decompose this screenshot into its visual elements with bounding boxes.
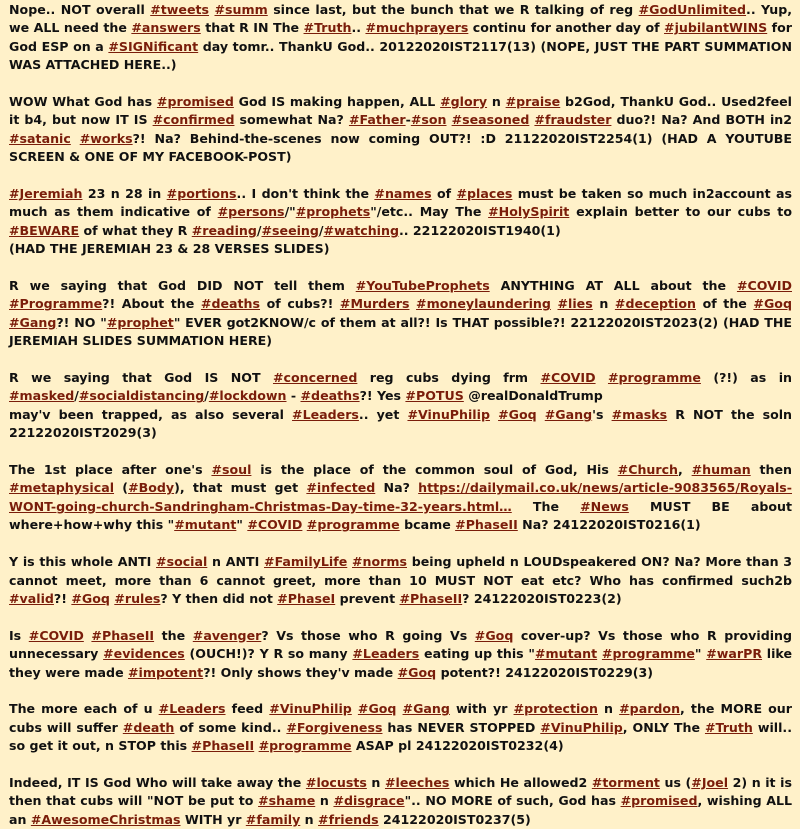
hashtag-link[interactable]: #pardon (619, 701, 681, 717)
hashtag-link[interactable]: #Gang (9, 314, 57, 330)
post (9, 774, 792, 829)
post-text: WOW What God has #promised God IS making happen, ALL #glory n #praise b2God, ThankU God.. Used2feel it b4, but now IT IS #confirmed somewhat Na? #Father-#son #seasoned #fraudster duo?! Na? And BOTH in2 #satanic #works?! Na? Behind-the-scenes now coming OUT?! :D 21122020IST2254(1) (HAD A YOUTUBE SCREEN & ONE OF MY FACEBOOK-POST) (9, 94, 792, 165)
post (9, 627, 792, 682)
hashtag-link[interactable]: #GodUnlimited (638, 2, 747, 17)
hashtag-link[interactable]: #locusts (305, 774, 367, 790)
hashtag-link[interactable]: #socialdistancing (78, 388, 205, 404)
hashtag-link[interactable]: #Gang (544, 406, 593, 422)
hashtag-link[interactable]: #family (245, 811, 301, 827)
hashtag-link[interactable]: #jubilantWINS (664, 20, 768, 36)
hashtag-link[interactable]: #prophets (295, 204, 371, 220)
hashtag-link[interactable]: #promised (620, 793, 698, 809)
hashtag-link[interactable]: #norms (352, 554, 407, 570)
hashtag-link[interactable]: #soul (211, 462, 252, 478)
post-text: Indeed, IT IS God Who will take away the #locusts n #leeches which He allowed2 #torment us (#Joel 2) n it is then that cubs will "NOT be put to #shame n #disgrace".. NO MORE of such, God has #promised, wishing ALL an #AwesomeChristmas WITH yr #family n #friends 24122020IST0237(5) (9, 774, 792, 827)
post (9, 553, 792, 608)
hashtag-link[interactable]: #COVID (540, 370, 596, 386)
hashtag-link[interactable]: #Goq (357, 701, 397, 717)
hashtag-link[interactable]: #Goq (498, 406, 537, 422)
hashtag-link[interactable]: #COVID (28, 627, 84, 643)
hashtag-link[interactable]: #seasoned (451, 112, 530, 128)
hashtag-link[interactable]: #AwesomeChristmas (30, 811, 181, 827)
hashtag-link[interactable]: #masks (611, 406, 668, 422)
post-text: Is #COVID #PhaseII the #avenger? Vs those who R going Vs #Goq cover-up? Vs those who R providing unnecessary #evidences (OUCH!)? Y R so many #Leaders eating up this "#mutant #programme" #warPR like they were made #impotent?! Only shows they'v made #Goq potent?! 24122020IST0229(3) (9, 627, 793, 680)
hashtag-link[interactable]: #programme (607, 370, 701, 386)
post-text: may'v been trapped, as also several #Leaders.. yet #VinuPhilip #Goq #Gang's #masks R NOT the soln 22122020IST2029(3) (9, 406, 793, 441)
hashtag-link[interactable]: #summ (214, 2, 268, 17)
hashtag-link[interactable]: #evidences (103, 646, 185, 662)
hashtag-link[interactable]: #lockdown (208, 388, 287, 404)
post (9, 93, 792, 167)
hashtag-link[interactable]: #satanic (9, 130, 71, 146)
hashtag-link[interactable]: #Leaders (352, 646, 420, 662)
post (9, 1, 792, 75)
hashtag-link[interactable]: #fraudster (534, 112, 612, 128)
hashtag-link[interactable]: #mutant (535, 646, 598, 662)
hashtag-link[interactable]: #deaths (300, 388, 360, 404)
hashtag-link[interactable]: #reading (191, 222, 257, 238)
hashtag-link[interactable]: #Truth (704, 719, 753, 735)
article-link[interactable]: https://dailymail.co.uk/news/article-9083565/Royals-WONT-going-church-Sandringham-Christmas-Day-time-32-years.html… (9, 480, 793, 514)
hashtag-link[interactable]: #Jeremiah (9, 186, 83, 202)
hashtag-link[interactable]: #death (122, 719, 175, 735)
hashtag-link[interactable]: #News (580, 498, 629, 514)
hashtag-link[interactable]: #disgrace (333, 793, 405, 809)
post-text: (HAD THE JEREMIAH 23 & 28 VERSES SLIDES) (9, 241, 330, 257)
hashtag-link[interactable]: #PhaseI (277, 590, 336, 606)
hashtag-link[interactable]: #concerned (272, 370, 358, 386)
hashtag-link[interactable]: #metaphysical (9, 480, 115, 496)
hashtag-link[interactable]: #SIGNificant (108, 38, 199, 54)
hashtag-link[interactable]: #portions (166, 186, 237, 202)
hashtag-link[interactable]: #avenger (192, 627, 262, 643)
hashtag-link[interactable]: #mutant (174, 517, 237, 533)
hashtag-link[interactable]: #COVID (247, 517, 303, 533)
hashtag-link[interactable]: #PhaseII (455, 517, 518, 533)
hashtag-link[interactable]: #warPR (706, 646, 763, 662)
hashtag-link[interactable]: #watching (323, 222, 399, 238)
hashtag-link[interactable]: #leeches (384, 774, 450, 790)
hashtag-link[interactable]: #rules (114, 590, 161, 606)
hashtag-link[interactable]: #Joel (691, 774, 729, 790)
post-text: R we saying that God DID NOT tell them #YouTubeProphets ANYTHING AT ALL about the #COVID #Programme?! About the #deaths of cubs?! #Murders #moneylaundering #lies n #deception of the #Goq #Gang?! NO "#prophet" EVER got2KNOW/c of them at all?! Is THAT possible?! 22122020IST2023(2) (HAD THE JEREMIAH SLIDES SUMMATION HERE) (9, 278, 793, 349)
hashtag-link[interactable]: #VinuPhilip (269, 701, 352, 717)
hashtag-link[interactable]: #confirmed (152, 112, 235, 128)
hashtag-link[interactable]: #PhaseII (91, 627, 155, 643)
hashtag-link[interactable]: #shame (258, 793, 316, 809)
post-text: The more each of u #Leaders feed #VinuPhilip #Goq #Gang with yr #protection n #pardon, the MORE our cubs will suffer #death of some kind.. #Forgiveness has NEVER STOPPED #VinuPhilip, ONLY The #Truth will.. so get it out, n STOP this #PhaseII #programme ASAP pl 24122020IST0232(4) (9, 701, 792, 754)
hashtag-link[interactable]: #names (374, 186, 432, 202)
hashtag-link[interactable]: #seeing (261, 222, 319, 238)
hashtag-link[interactable]: #Leaders (158, 701, 226, 717)
hashtag-link[interactable]: #Murders (339, 296, 410, 312)
hashtag-link[interactable]: #moneylaundering (416, 296, 551, 312)
hashtag-link[interactable]: #Goq (397, 664, 437, 680)
post (9, 185, 792, 259)
hashtag-link[interactable]: #Goq (474, 627, 514, 643)
hashtag-link[interactable]: #Church (617, 462, 679, 478)
hashtag-link[interactable]: #friends (318, 811, 379, 827)
post-text: Y is this whole ANTI #social n ANTI #FamilyLife #norms being upheld n LOUDspeakered ON? Na? More than 3 cannot meet, more than 6 cannot greet, more than 10 MUST NOT eat etc? Who has confirmed such2b #valid?! #Goq #rules? Y then did not #PhaseI prevent #PhaseII? 24122020IST0223(2) (9, 554, 793, 606)
hashtag-link[interactable]: #lies (557, 296, 593, 312)
hashtag-link[interactable]: #Gang (402, 701, 450, 717)
hashtag-link[interactable]: #works (79, 130, 133, 146)
hashtag-link[interactable]: #programme (306, 517, 400, 533)
post-text: #Jeremiah 23 n 28 in #portions.. I don't think the #names of #places must be taken so much in2account as much as them indicative of #persons/"#prophets"/etc.. May The #HolySpirit explain better to our cubs to #BEWARE of what they R #reading/#seeing/#watching.. 22122020IST1940(1) (9, 186, 793, 238)
hashtag-link[interactable]: #HolySpirit (488, 204, 570, 220)
hashtag-link[interactable]: #deaths (200, 296, 261, 312)
hashtag-link[interactable]: #places (456, 186, 513, 202)
hashtag-link[interactable]: #programme (601, 646, 695, 662)
post (9, 277, 792, 351)
hashtag-link[interactable]: #VinuPhilip (407, 406, 490, 422)
post (9, 461, 792, 535)
hashtag-link[interactable]: #valid (9, 590, 54, 606)
hashtag-link[interactable]: #Truth (303, 20, 352, 36)
hashtag-link[interactable]: #Programme (9, 296, 103, 312)
post (9, 369, 792, 443)
hashtag-link[interactable]: #social (156, 554, 208, 570)
hashtag-link[interactable]: #Father (348, 112, 406, 128)
hashtag-link[interactable]: #answers (131, 20, 201, 36)
hashtag-link[interactable]: #Forgiveness (286, 719, 383, 735)
post-text: Nope.. NOT overall #tweets #summ since last, but the bunch that we R talking of reg #GodUnlimited.. Yup, we ALL need the #answers that R IN The #Truth.. #muchprayers continu for another day of #jubilantWINS for God ESP on a #SIGNificant day tomr.. ThankU God.. 20122020IST2117(13) (NOPE, JUST THE PART SUMMATION WAS ATTACHED HERE..) (9, 2, 793, 73)
hashtag-link[interactable]: #Goq (753, 296, 792, 312)
hashtag-link[interactable]: #PhaseII (399, 590, 463, 606)
hashtag-link[interactable]: #Body (128, 480, 175, 496)
hashtag-link[interactable]: #praise (505, 94, 561, 110)
hashtag-link[interactable]: #tweets (150, 2, 210, 17)
hashtag-link[interactable]: #masked (9, 388, 75, 404)
hashtag-link[interactable]: #Goq (71, 590, 110, 606)
hashtag-link[interactable]: #torment (591, 774, 660, 790)
hashtag-link[interactable]: #persons (217, 204, 285, 220)
hashtag-link[interactable]: #BEWARE (9, 222, 80, 238)
hashtag-link[interactable]: #deception (614, 296, 696, 312)
hashtag-link[interactable]: #infected (306, 480, 376, 496)
hashtag-link[interactable]: #human (691, 462, 751, 478)
hashtag-link[interactable]: #POTUS (405, 388, 464, 404)
hashtag-link[interactable]: #promised (156, 94, 234, 110)
hashtag-link[interactable]: #FamilyLife (264, 554, 348, 570)
hashtag-link[interactable]: #COVID (736, 278, 792, 294)
post-text: The 1st place after one's #soul is the place of the common soul of God, His #Church, #human then #metaphysical (#Body), that must get #infected Na? https://dailymail.co.uk/news/article-9083565/Royals-WONT-going-church-Sandringham-Christmas-Day-time-32-years.html… The #News MUST BE about where+how+why this "#mutant" #COVID #programme bcame #PhaseII Na? 24122020IST0216(1) (9, 462, 793, 533)
post (9, 700, 792, 755)
hashtag-link[interactable]: #VinuPhilip (540, 719, 623, 735)
hashtag-link[interactable]: #PhaseII (191, 738, 255, 754)
post-text: R we saying that God IS NOT #concerned reg cubs dying frm #COVID #programme (?!) as in #masked/#socialdistancing/#lockdown - #deaths?! Yes #POTUS @realDonaldTrump (9, 370, 793, 404)
hashtag-link[interactable]: #muchprayers (365, 20, 469, 36)
hashtag-link[interactable]: #programme (258, 738, 352, 754)
hashtag-link[interactable]: #impotent (128, 664, 204, 680)
hashtag-link[interactable]: #son (410, 112, 447, 128)
hashtag-link[interactable]: #glory (440, 94, 488, 110)
hashtag-link[interactable]: #YouTubeProphets (355, 278, 490, 294)
hashtag-link[interactable]: #Leaders (292, 406, 359, 422)
hashtag-link[interactable]: #prophet (106, 314, 174, 330)
hashtag-link[interactable]: #protection (513, 701, 598, 717)
